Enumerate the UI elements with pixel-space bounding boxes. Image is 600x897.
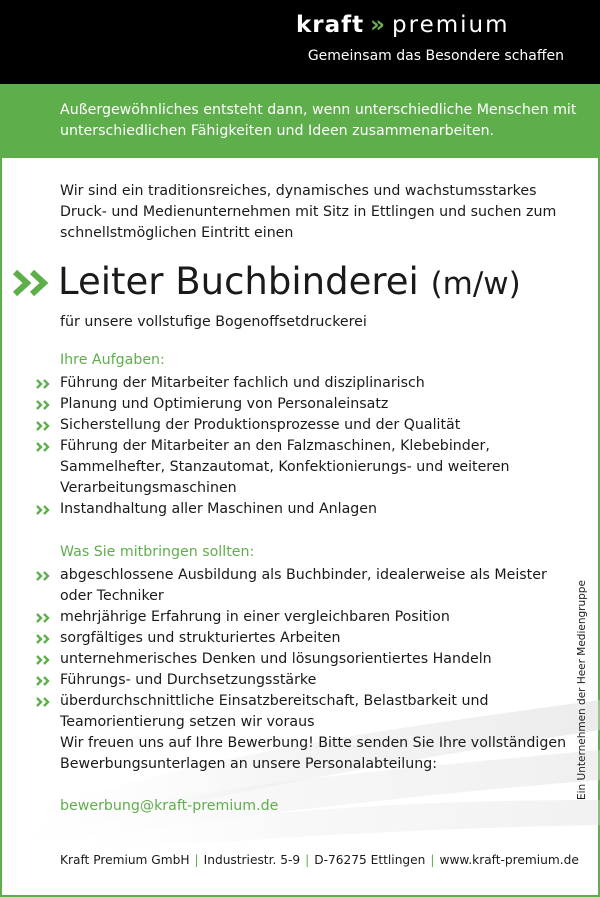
logo-word-kraft: kraft	[296, 12, 365, 38]
header-bar	[0, 0, 600, 84]
list-item-text: sorgfältiges und strukturiertes Arbeiten	[60, 630, 341, 646]
footer-street: Industriestr. 5-9	[203, 853, 301, 867]
list-item	[0, 691, 560, 733]
job-title-gender: (m/w)	[430, 266, 521, 302]
tasks-list	[0, 373, 560, 520]
intro-paragraph: Wir sind ein traditionsreiches, dynamisches und wachstumsstarkes Druck- und Medienunternehmen mit Sitz in Ettlingen und suchen zum schnellstmöglichen Eintritt einen	[60, 183, 557, 241]
job-title-text: Leiter Buchbinderei	[58, 260, 419, 303]
footer-separator: |	[194, 853, 199, 867]
list-item	[0, 499, 560, 520]
list-item	[0, 649, 560, 670]
double-chevron-right-icon	[36, 697, 52, 707]
footer-company: Kraft Premium GmbH	[60, 853, 190, 867]
list-item-text: Führungs- und Durchsetzungsstärke	[60, 672, 317, 688]
list-item	[0, 373, 560, 394]
double-chevron-right-icon	[36, 400, 52, 410]
double-chevron-right-icon	[36, 505, 52, 515]
list-item-text: abgeschlossene Ausbildung als Buchbinder, idealerweise als Meister oder Techniker	[60, 567, 547, 604]
tasks-heading: Ihre Aufgaben:	[60, 352, 165, 368]
list-item	[0, 394, 560, 415]
band-text: Außergewöhnliches entsteht dann, wenn unterschiedliche Menschen mit unterschiedlichen Fähigkeiten und Ideen zusammenarbeiten.	[60, 102, 577, 139]
slogan: Gemeinsam das Besondere schaffen	[307, 48, 564, 64]
list-item-text: Führung der Mitarbeiter an den Falzmaschinen, Klebebinder, Sammelhefter, Stanzautomat, Konfektionierungs- und weiteren Verarbeitungsmaschinen	[60, 438, 510, 496]
vertical-group-note: Ein Unternehmen der Heer Mediengruppe	[576, 580, 588, 800]
job-title	[58, 260, 521, 306]
list-item	[0, 436, 560, 499]
job-subtitle: für unsere vollstufige Bogenoffsetdruckerei	[60, 314, 367, 330]
double-chevron-right-icon	[36, 634, 52, 644]
footer-city: D-76275 Ettlingen	[314, 853, 426, 867]
list-item-text: Führung der Mitarbeiter fachlich und disziplinarisch	[60, 375, 425, 391]
footer-separator: |	[305, 853, 310, 867]
requirements-heading: Was Sie mitbringen sollten:	[60, 544, 255, 560]
footer	[60, 852, 579, 868]
list-item	[0, 415, 560, 436]
company-logo	[296, 12, 510, 38]
requirements-list	[0, 565, 560, 733]
list-item-text: Sicherstellung der Produktionsprozesse und der Qualität	[60, 417, 461, 433]
footer-website[interactable]: www.kraft-premium.de	[439, 853, 579, 867]
double-chevron-right-icon	[12, 268, 52, 298]
list-item-text: Instandhaltung aller Maschinen und Anlagen	[60, 501, 378, 517]
footer-separator: |	[430, 853, 435, 867]
closing-paragraph: Wir freuen uns auf Ihre Bewerbung! Bitte senden Sie Ihre vollständigen Bewerbungsunterlagen an unsere Personalabteilung:	[60, 735, 567, 772]
double-chevron-right-icon	[36, 421, 52, 431]
list-item-text: überdurchschnittliche Einsatzbereitschaft, Belastbarkeit und Teamorientierung setzen wir voraus	[60, 693, 489, 730]
double-chevron-right-icon	[36, 442, 52, 452]
double-chevron-right-icon	[36, 655, 52, 665]
list-item	[0, 628, 560, 649]
double-chevron-right-icon	[36, 676, 52, 686]
list-item-text: unternehmerisches Denken und lösungsorientiertes Handeln	[60, 651, 492, 667]
double-chevron-right-icon	[36, 571, 52, 581]
list-item-text: mehrjährige Erfahrung in einer vergleichbaren Position	[60, 609, 450, 625]
list-item-text: Planung und Optimierung von Personaleinsatz	[60, 396, 389, 412]
logo-arrows: »	[370, 12, 387, 38]
list-item	[0, 565, 560, 607]
list-item	[0, 670, 560, 691]
double-chevron-right-icon	[36, 613, 52, 623]
double-chevron-right-icon	[36, 379, 52, 389]
logo-word-premium: premium	[392, 12, 510, 38]
list-item	[0, 607, 560, 628]
email-link[interactable]: bewerbung@kraft-premium.de	[60, 798, 279, 814]
